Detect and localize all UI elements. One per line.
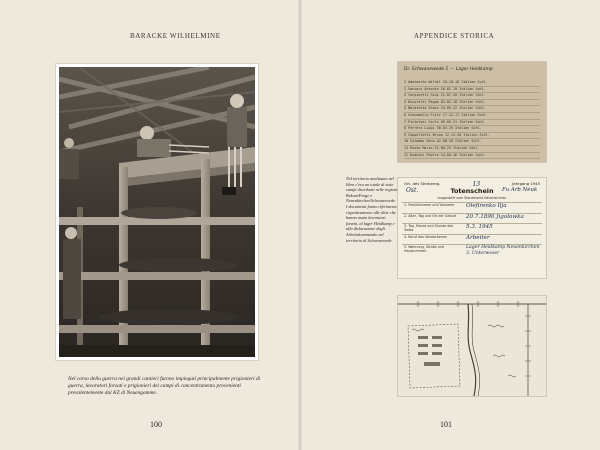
- ledger-row: 3 Carpinetti Gino 11.07.20 Italien Schl.: [404, 93, 540, 100]
- barracks-photo: [56, 64, 258, 360]
- card-line: [402, 244, 542, 261]
- running-head-right: APPENDICE STORICA: [414, 32, 495, 40]
- side-note: Nel territorio analizzato nel libro c'era un totale di sette campi distribuiti nelle regioni Rekum/Farge e Neuenkirchen/Schwanewede. I documenti fanno riferimento rispettivamente alle ditte che hanno usato lavoratori forzati, al lager Heidkamp e alla dislocazione degli Arbeitskommando nel territorio di Schwanewede.: [346, 176, 398, 243]
- ledger-row: 4 Nicoletti Peppe 03.02.18 Italien Schl.: [404, 100, 540, 107]
- ledger-row: 9 Cappelletti Bruno 12.11.20 Italien Schl.: [404, 133, 540, 140]
- ledger-document: [398, 62, 546, 162]
- card-subtitle: ausgestellt vom Standesamt Neuenkirchen: [437, 196, 507, 200]
- running-head-left: BARACKE WILHELMINE: [130, 32, 221, 40]
- card-line: [402, 213, 542, 224]
- card-register-number: 13: [472, 181, 481, 188]
- card-title: Totenschein: [450, 187, 494, 195]
- card-line-value: Lager Heidkamp Neuenkirchen 3. Unterweser: [466, 245, 540, 256]
- site-map-document: [398, 296, 546, 396]
- card-year: Jahrgang 1945: [512, 181, 540, 186]
- card-line: [402, 223, 542, 234]
- card-line: [402, 202, 542, 213]
- site-map-drawing: [398, 296, 546, 396]
- ledger-heading: Dr. Schwanewede 1 — Lager Heidkamp: [404, 67, 493, 72]
- page-number-left: 100: [150, 420, 162, 429]
- card-hand-place: Ost.: [406, 187, 419, 194]
- ledger-row: 10 Colombo Nino 02.08.18 Italien Schl.: [404, 139, 540, 146]
- card-hand-name-top: Fu Arb Neuk: [502, 187, 538, 193]
- book-gutter: [298, 0, 302, 450]
- card-lines: [402, 202, 542, 261]
- ledger-row: 2 Vaccaro Antonio 16.01.19 Italien Schl.: [404, 87, 540, 94]
- card-line-label: 5. Wohnung, Straße und Hausnummer: [404, 245, 445, 253]
- card-line-value: Olefirenko Ilja: [466, 203, 507, 209]
- card-line-value: 20.7.1890 Jigolowka: [466, 213, 524, 220]
- card-line-label: 3. Tag, Monat und Stunde des Todes: [404, 224, 454, 232]
- ledger-rows: [404, 80, 540, 159]
- ledger-row: 6 Giacomello Fritz 17.12.17 Italien Schl.: [404, 113, 540, 120]
- card-line-label: 2. Alter, Tag und Ort der Geburt: [404, 213, 457, 218]
- ledger-row: 1 Amatoetto Wilhel 25.10.16 Italien Schl.: [404, 80, 540, 87]
- card-line-value: 5.3. 1945: [466, 224, 493, 230]
- ledger-row: 7 Pistolesi Carlo 09.05.21 Italien Schl.: [404, 120, 540, 127]
- barracks-photo-drawing: [59, 67, 255, 357]
- card-line-value: Arbeiter: [466, 234, 490, 241]
- page-number-right: 101: [440, 420, 452, 429]
- ledger-row: 12 Bianchi Pietro 14.04.16 Italien Schl.: [404, 153, 540, 160]
- card-line-label: 1. Familienname und Vorname: [404, 203, 455, 207]
- ledger-row: 11 Russo Mario 21.06.23 Italien Schl.: [404, 146, 540, 153]
- barracks-photo-image: [59, 67, 255, 357]
- card-line-label: 4. Beruf des Verstorbenen: [404, 234, 448, 239]
- card-line: [402, 234, 542, 245]
- ledger-row: 8 Ferrero Luigi 30.03.19 Italien Schl.: [404, 126, 540, 133]
- card-register-label: Ort. des Sterbereg.: [404, 181, 441, 186]
- photo-caption: Nel corso della guerra nei grandi cantieri furono impiegati principalmente prigionieri di guerra, lavoratori forzati e prigionieri dei campi di concentramento provenienti prevalentemente dal KZ di Neuengamme.: [68, 376, 261, 396]
- ledger-row: 5 Malatesta Ennio 24.09.22 Italien Schl.: [404, 106, 540, 113]
- death-certificate-card: [398, 178, 546, 278]
